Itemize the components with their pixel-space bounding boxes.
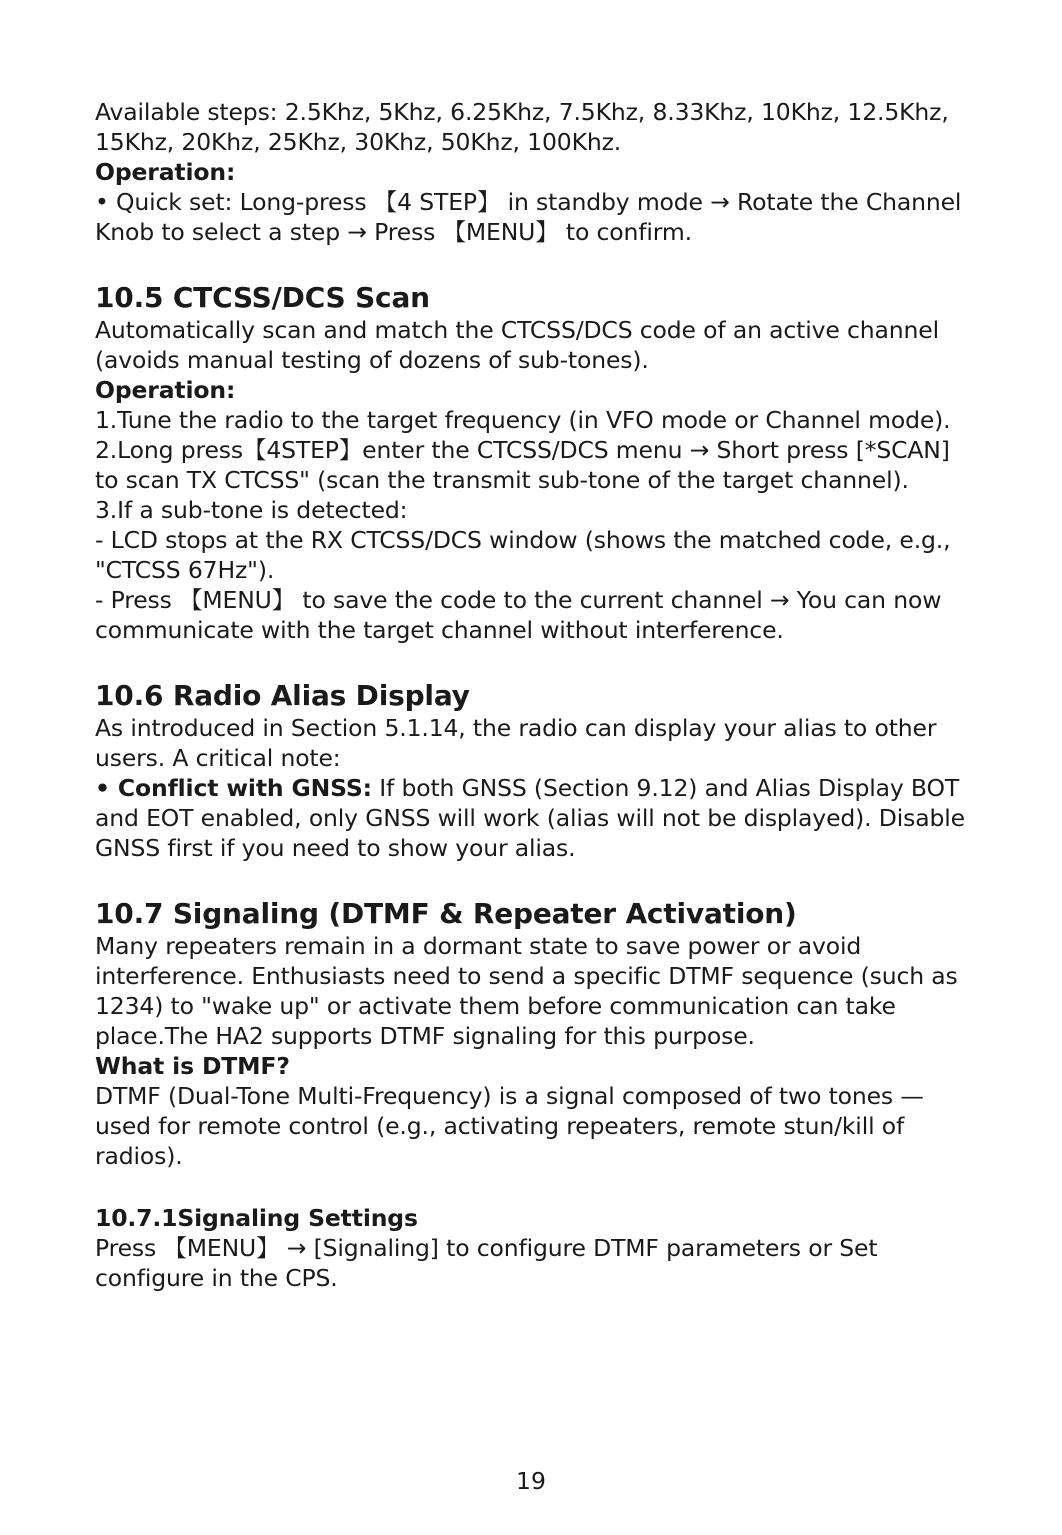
paragraph-line: Press 【MENU】 → [Signaling] to configure DTMF parameters or Set bbox=[95, 1234, 878, 1262]
list-item-continued: "CTCSS 67Hz"). bbox=[95, 556, 275, 584]
paragraph-line: place.The HA2 supports DTMF signaling for this purpose. bbox=[95, 1022, 755, 1050]
quick-set-text: • Quick set: Long-press 【4 STEP】 in standby mode → Rotate the Channel bbox=[95, 188, 962, 216]
subsection-heading: 10.7.1Signaling Settings bbox=[95, 1204, 418, 1232]
section-10-7 bbox=[95, 897, 975, 1171]
conflict-note bbox=[95, 773, 975, 803]
paragraph-line: interference. Enthusiasts need to send a specific DTMF sequence (such as bbox=[95, 962, 958, 990]
paragraph-line: As introduced in Section 5.1.14, the radio can display your alias to other bbox=[95, 714, 937, 742]
step-item: 2.Long press【4STEP】enter the CTCSS/DCS menu → Short press [*SCAN] bbox=[95, 436, 950, 464]
section-heading: 10.5 CTCSS/DCS Scan bbox=[95, 281, 430, 314]
page-number: 19 bbox=[516, 1467, 546, 1495]
steps-text-continued: 15Khz, 20Khz, 25Khz, 30Khz, 50Khz, 100Khz. bbox=[95, 128, 622, 156]
section-10-6 bbox=[95, 679, 975, 863]
paragraph-line: users. A critical note: bbox=[95, 744, 341, 772]
conflict-text-continued: GNSS first if you need to show your alias. bbox=[95, 834, 576, 862]
paragraph-line: (avoids manual testing of dozens of sub-tones). bbox=[95, 346, 649, 374]
steps-text: Available steps: 2.5Khz, 5Khz, 6.25Khz, 7.5Khz, 8.33Khz, 10Khz, 12.5Khz, bbox=[95, 98, 949, 126]
step-item-continued: to scan TX CTCSS" (scan the transmit sub-tone of the target channel). bbox=[95, 466, 909, 494]
document-page bbox=[95, 97, 975, 1293]
intro-block bbox=[95, 97, 975, 247]
conflict-text: If both GNSS (Section 9.12) and Alias Display BOT bbox=[371, 774, 960, 802]
operation-label: Operation: bbox=[95, 376, 236, 404]
list-item: - Press 【MENU】 to save the code to the current channel → You can now bbox=[95, 586, 942, 614]
paragraph-line: Automatically scan and match the CTCSS/DCS code of an active channel bbox=[95, 316, 939, 344]
section-heading: 10.7 Signaling (DTMF & Repeater Activation) bbox=[95, 897, 797, 930]
what-is-dtmf-label: What is DTMF? bbox=[95, 1052, 290, 1080]
paragraph-line: Many repeaters remain in a dormant state to save power or avoid bbox=[95, 932, 862, 960]
quick-set-text-continued: Knob to select a step → Press 【MENU】 to confirm. bbox=[95, 218, 692, 246]
paragraph-line: radios). bbox=[95, 1142, 183, 1170]
conflict-text-continued: and EOT enabled, only GNSS will work (alias will not be displayed). Disable bbox=[95, 804, 965, 832]
list-item-continued: communicate with the target channel without interference. bbox=[95, 616, 784, 644]
paragraph-line: configure in the CPS. bbox=[95, 1264, 338, 1292]
conflict-label: • Conflict with GNSS: bbox=[95, 774, 372, 802]
section-10-7-1 bbox=[95, 1203, 975, 1293]
section-10-5 bbox=[95, 281, 975, 645]
paragraph-line: 1234) to "wake up" or activate them before communication can take bbox=[95, 992, 896, 1020]
section-heading: 10.6 Radio Alias Display bbox=[95, 679, 470, 712]
step-item: 3.If a sub-tone is detected: bbox=[95, 496, 408, 524]
step-item: 1.Tune the radio to the target frequency (in VFO mode or Channel mode). bbox=[95, 406, 951, 434]
paragraph-line: DTMF (Dual-Tone Multi-Frequency) is a signal composed of two tones — bbox=[95, 1082, 924, 1110]
paragraph-line: used for remote control (e.g., activating repeaters, remote stun/kill of bbox=[95, 1112, 905, 1140]
operation-label: Operation: bbox=[95, 158, 236, 186]
list-item: - LCD stops at the RX CTCSS/DCS window (shows the matched code, e.g., bbox=[95, 526, 951, 554]
